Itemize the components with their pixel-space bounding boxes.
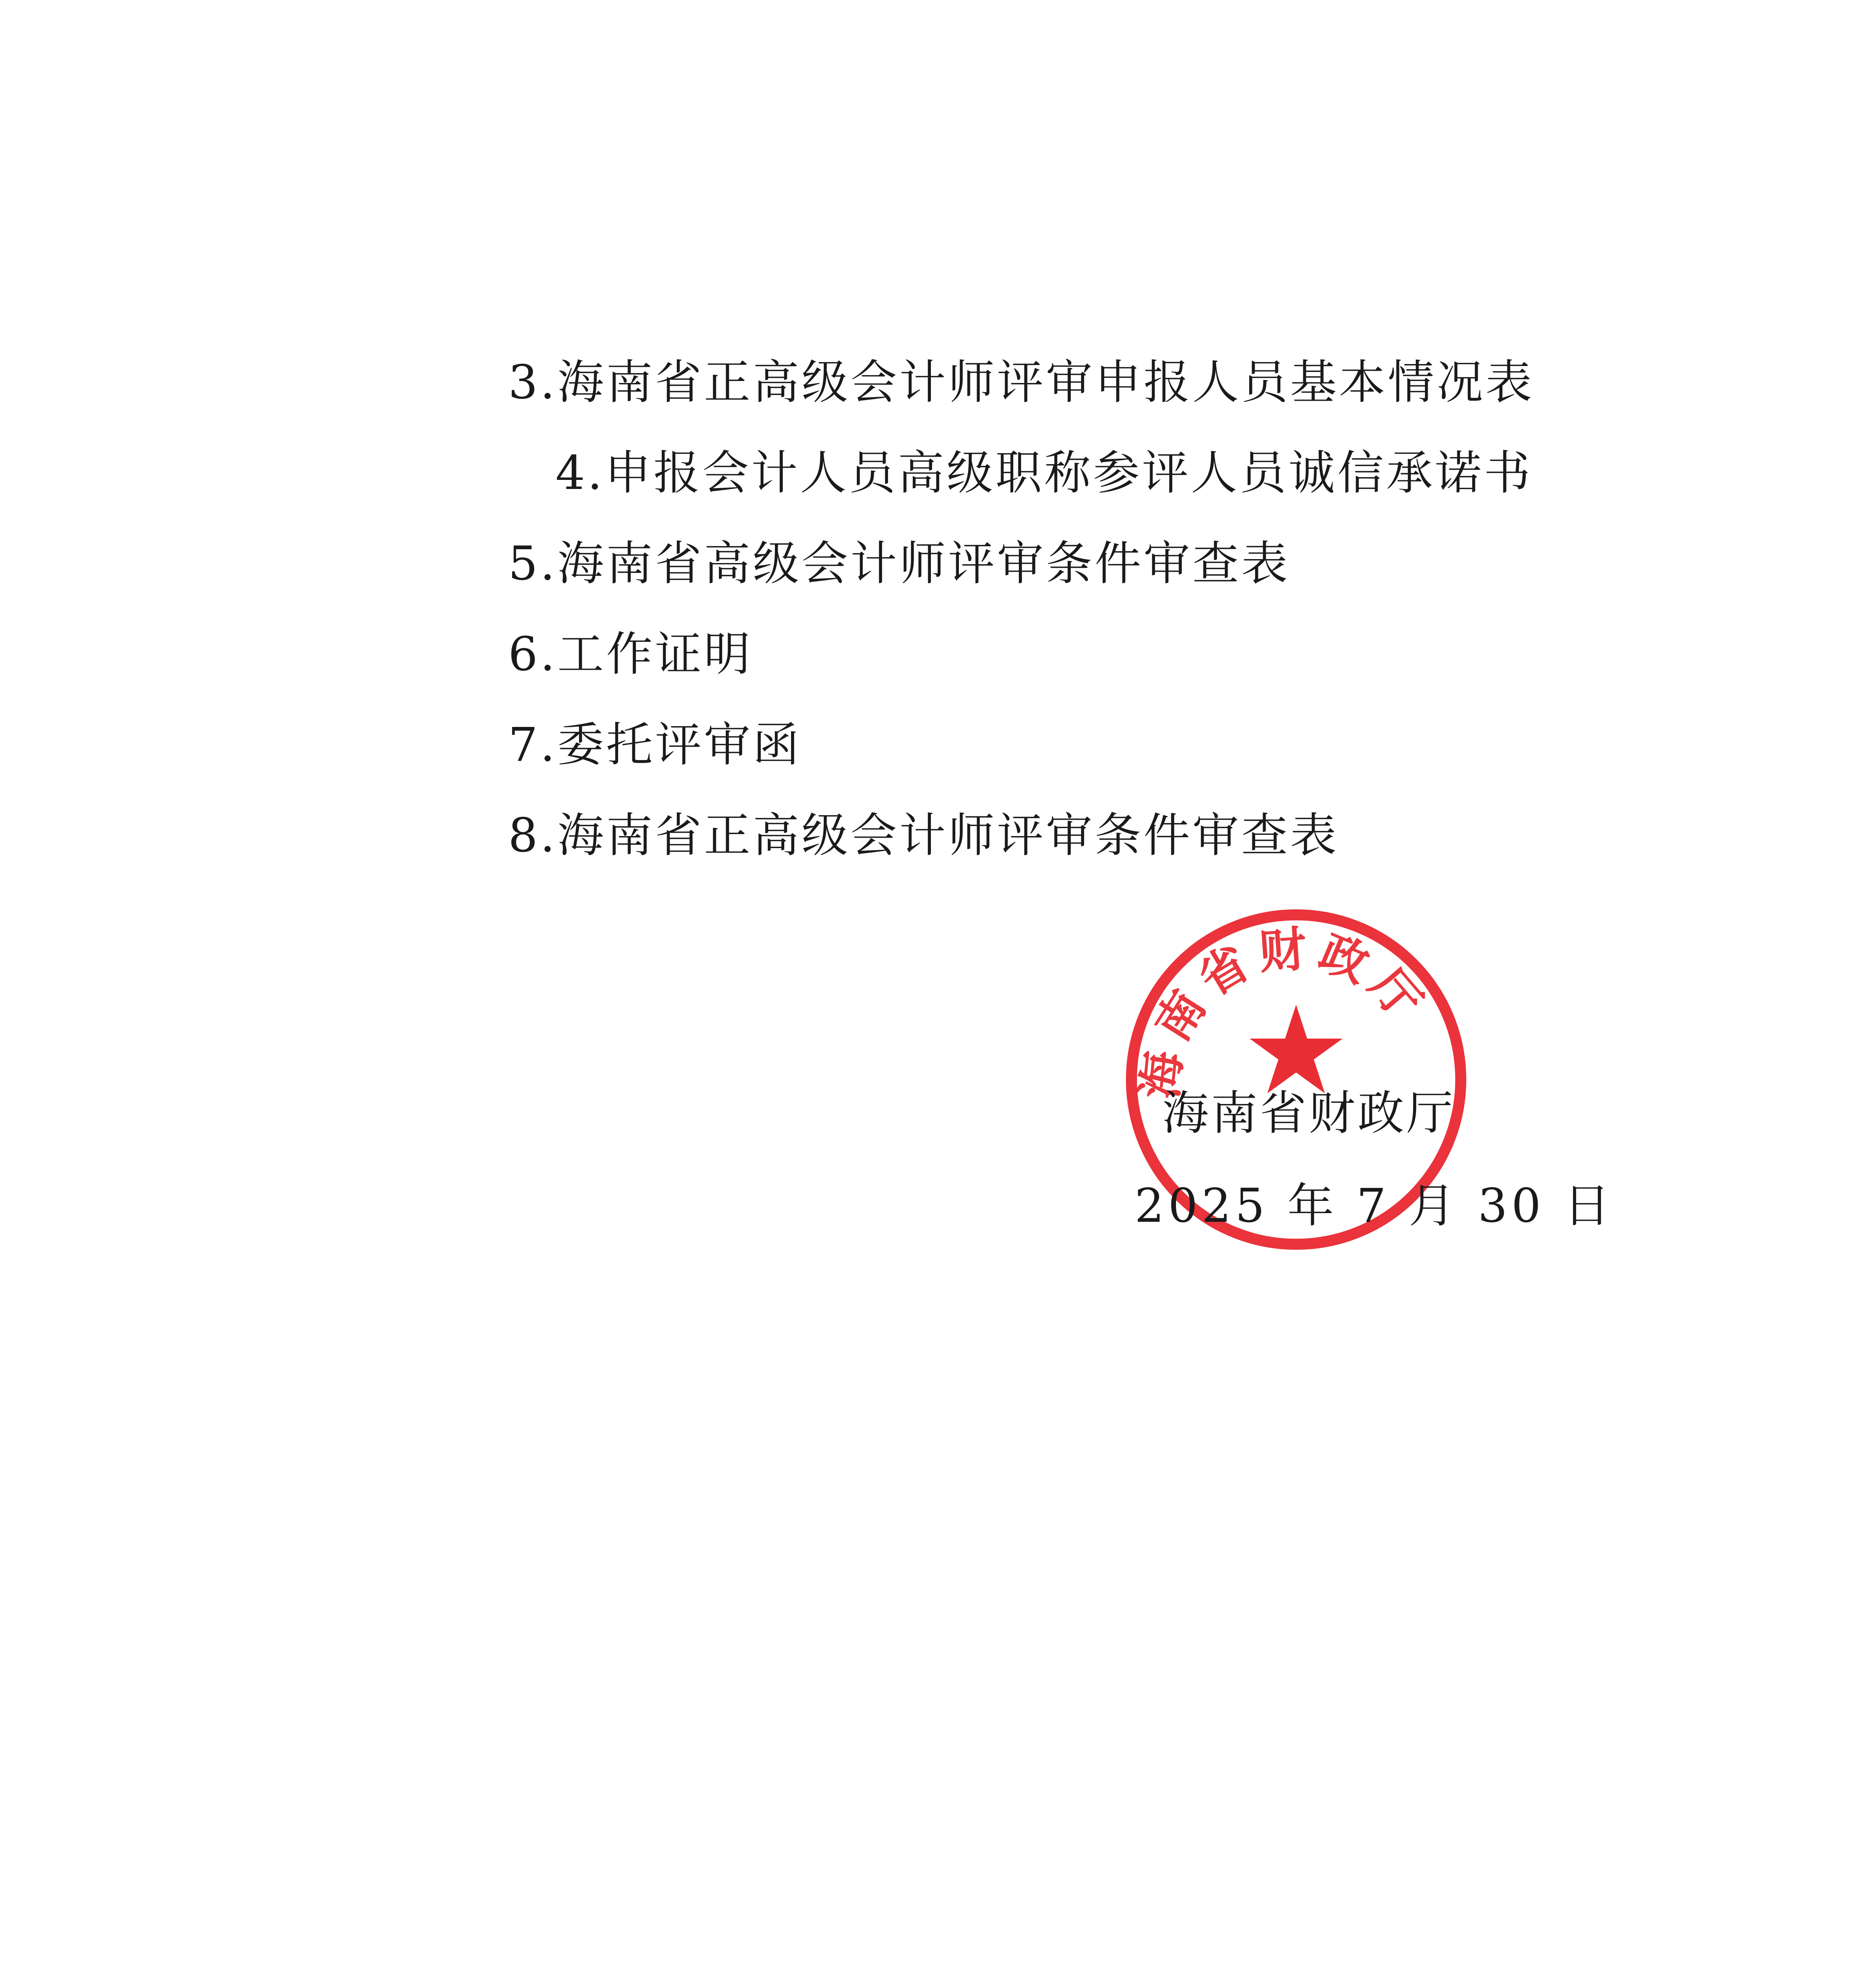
signature-organization: 海南省财政厅 [1162,1086,1456,1140]
attachment-list [0,0,1876,946]
attachment-item-4: 4.申报会计人员高级职称参评人员诚信承诺书 [555,446,1533,500]
attachment-item-8: 8.海南省正高级会计师评审条件审查表 [508,808,1339,862]
attachment-item-7: 7.委托评审函 [508,717,802,772]
attachment-item-5: 5.海南省高级会计师评审条件审查表 [508,536,1290,591]
attachment-item-6: 6.工作证明 [508,627,753,681]
svg-text:海南省财政厅: 海南省财政厅 [1133,921,1437,1102]
attachment-item-3: 3.海南省正高级会计师评审申报人员基本情况表 [508,355,1534,409]
seal-star-icon [1250,1005,1343,1093]
signature-date: 2025 年 7 月 30 日 [1135,1178,1614,1233]
